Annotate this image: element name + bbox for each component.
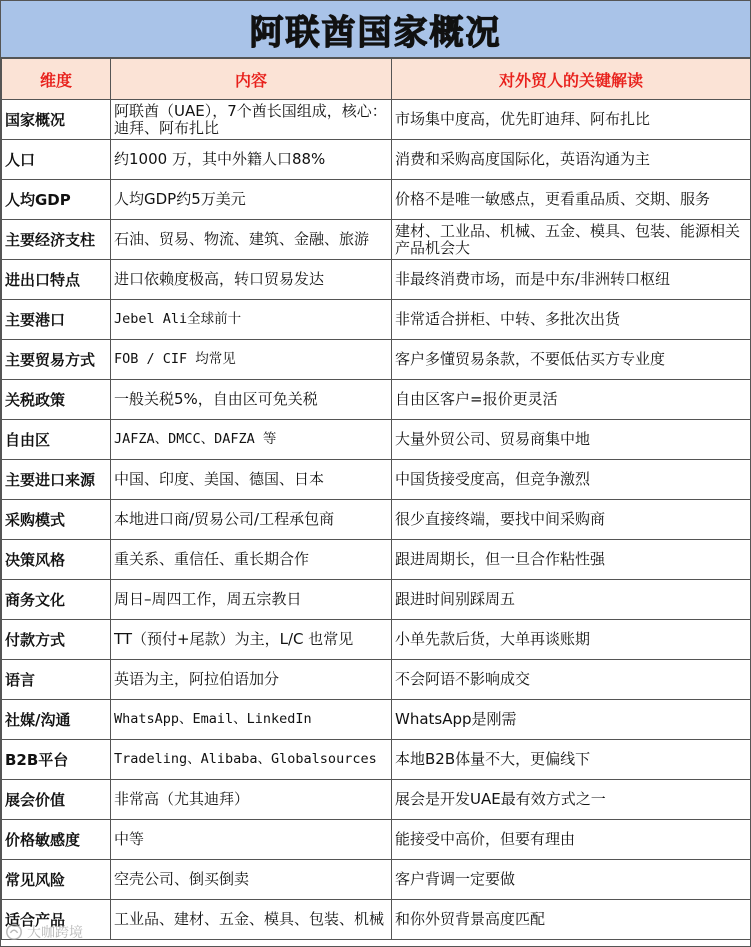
row-reading-cell: 非常适合拼柜、中转、多批次出货 bbox=[392, 300, 751, 340]
row-reading-cell: 非最终消费市场，而是中东/非洲转口枢纽 bbox=[392, 260, 751, 300]
row-content-cell: JAFZA、DMCC、DAFZA 等 bbox=[111, 420, 392, 460]
row-reading-cell: 市场集中度高，优先盯迪拜、阿布扎比 bbox=[392, 100, 751, 140]
row-dimension-cell: 价格敏感度 bbox=[2, 820, 111, 860]
table-row bbox=[2, 340, 751, 380]
row-content-cell: 一般关税5%，自由区可免关税 bbox=[111, 380, 392, 420]
row-dimension-cell: 付款方式 bbox=[2, 620, 111, 660]
row-reading-cell: 展会是开发UAE最有效方式之一 bbox=[392, 780, 751, 820]
row-content-cell: 约1000 万，其中外籍人口88% bbox=[111, 140, 392, 180]
row-dimension-cell: 展会价值 bbox=[2, 780, 111, 820]
row-content-cell: 周日–周四工作，周五宗教日 bbox=[111, 580, 392, 620]
table-row bbox=[2, 620, 751, 660]
row-dimension-cell: 人口 bbox=[2, 140, 111, 180]
row-content-cell: 阿联酋（UAE），7个酋长国组成，核心：迪拜、阿布扎比 bbox=[111, 100, 392, 140]
row-content-cell: Tradeling、Alibaba、Globalsources bbox=[111, 740, 392, 780]
row-dimension-cell: 自由区 bbox=[2, 420, 111, 460]
watermark-text: 大咖跨境 bbox=[27, 925, 83, 941]
column-header-reading: 对外贸人的关键解读 bbox=[392, 59, 751, 100]
row-content-cell: 重关系、重信任、重长期合作 bbox=[111, 540, 392, 580]
row-content-cell: 工业品、建材、五金、模具、包装、机械 bbox=[111, 900, 392, 940]
row-dimension-cell: 主要贸易方式 bbox=[2, 340, 111, 380]
row-reading-cell: 本地B2B体量不大，更偏线下 bbox=[392, 740, 751, 780]
row-content-cell: 人均GDP约5万美元 bbox=[111, 180, 392, 220]
row-dimension-cell: 进出口特点 bbox=[2, 260, 111, 300]
row-dimension-cell: 主要港口 bbox=[2, 300, 111, 340]
table-row bbox=[2, 580, 751, 620]
table-row bbox=[2, 300, 751, 340]
column-header-dimension: 维度 bbox=[2, 59, 111, 100]
table-row bbox=[2, 660, 751, 700]
row-reading-cell: 客户多懂贸易条款，不要低估买方专业度 bbox=[392, 340, 751, 380]
table-header-row bbox=[2, 59, 751, 100]
overview-table bbox=[1, 58, 751, 940]
table-row bbox=[2, 900, 751, 940]
row-reading-cell: 价格不是唯一敏感点，更看重品质、交期、服务 bbox=[392, 180, 751, 220]
row-reading-cell: WhatsApp是刚需 bbox=[392, 700, 751, 740]
table-row bbox=[2, 740, 751, 780]
row-dimension-cell: B2B平台 bbox=[2, 740, 111, 780]
row-content-cell: 空壳公司、倒买倒卖 bbox=[111, 860, 392, 900]
table-row bbox=[2, 220, 751, 260]
row-reading-cell: 建材、工业品、机械、五金、模具、包装、能源相关产品机会大 bbox=[392, 220, 751, 260]
row-content-cell: 中国、印度、美国、德国、日本 bbox=[111, 460, 392, 500]
row-dimension-cell: 国家概况 bbox=[2, 100, 111, 140]
row-dimension-cell: 商务文化 bbox=[2, 580, 111, 620]
row-reading-cell: 中国货接受度高，但竞争激烈 bbox=[392, 460, 751, 500]
table-row bbox=[2, 700, 751, 740]
row-dimension-cell: 采购模式 bbox=[2, 500, 111, 540]
table-row bbox=[2, 500, 751, 540]
table-row bbox=[2, 460, 751, 500]
row-dimension-cell: 主要经济支柱 bbox=[2, 220, 111, 260]
watermark-logo-icon bbox=[5, 923, 23, 941]
row-content-cell: Jebel Ali全球前十 bbox=[111, 300, 392, 340]
table-row bbox=[2, 180, 751, 220]
row-content-cell: 英语为主，阿拉伯语加分 bbox=[111, 660, 392, 700]
watermark bbox=[5, 922, 83, 942]
row-content-cell: FOB / CIF 均常见 bbox=[111, 340, 392, 380]
row-reading-cell: 跟进时间别踩周五 bbox=[392, 580, 751, 620]
row-dimension-cell: 常见风险 bbox=[2, 860, 111, 900]
row-content-cell: 中等 bbox=[111, 820, 392, 860]
row-dimension-cell: 主要进口来源 bbox=[2, 460, 111, 500]
row-reading-cell: 客户背调一定要做 bbox=[392, 860, 751, 900]
row-content-cell: 非常高（尤其迪拜） bbox=[111, 780, 392, 820]
row-dimension-cell: 人均GDP bbox=[2, 180, 111, 220]
page-title: 阿联酋国家概况 bbox=[249, 12, 502, 53]
table-row bbox=[2, 260, 751, 300]
row-dimension-cell: 决策风格 bbox=[2, 540, 111, 580]
row-dimension-cell: 适合产品 bbox=[2, 900, 111, 940]
row-reading-cell: 跟进周期长，但一旦合作粘性强 bbox=[392, 540, 751, 580]
table-row bbox=[2, 820, 751, 860]
table-row bbox=[2, 140, 751, 180]
row-reading-cell: 不会阿语不影响成交 bbox=[392, 660, 751, 700]
row-reading-cell: 消费和采购高度国际化，英语沟通为主 bbox=[392, 140, 751, 180]
row-content-cell: 本地进口商/贸易公司/工程承包商 bbox=[111, 500, 392, 540]
row-reading-cell: 大量外贸公司、贸易商集中地 bbox=[392, 420, 751, 460]
column-header-content: 内容 bbox=[111, 59, 392, 100]
row-dimension-cell: 语言 bbox=[2, 660, 111, 700]
table-body bbox=[2, 100, 751, 940]
row-reading-cell: 能接受中高价，但要有理由 bbox=[392, 820, 751, 860]
row-reading-cell: 小单先款后货，大单再谈账期 bbox=[392, 620, 751, 660]
row-content-cell: 石油、贸易、物流、建筑、金融、旅游 bbox=[111, 220, 392, 260]
table-row bbox=[2, 380, 751, 420]
row-content-cell: TT（预付+尾款）为主，L/C 也常见 bbox=[111, 620, 392, 660]
table-row bbox=[2, 420, 751, 460]
table-row bbox=[2, 860, 751, 900]
row-content-cell: 进口依赖度极高，转口贸易发达 bbox=[111, 260, 392, 300]
row-content-cell: WhatsApp、Email、LinkedIn bbox=[111, 700, 392, 740]
row-reading-cell: 自由区客户=报价更灵活 bbox=[392, 380, 751, 420]
table-row bbox=[2, 780, 751, 820]
title-bar bbox=[1, 1, 750, 58]
row-dimension-cell: 社媒/沟通 bbox=[2, 700, 111, 740]
table-row bbox=[2, 540, 751, 580]
row-reading-cell: 和你外贸背景高度匹配 bbox=[392, 900, 751, 940]
row-dimension-cell: 关税政策 bbox=[2, 380, 111, 420]
table-row bbox=[2, 100, 751, 140]
row-reading-cell: 很少直接终端，要找中间采购商 bbox=[392, 500, 751, 540]
